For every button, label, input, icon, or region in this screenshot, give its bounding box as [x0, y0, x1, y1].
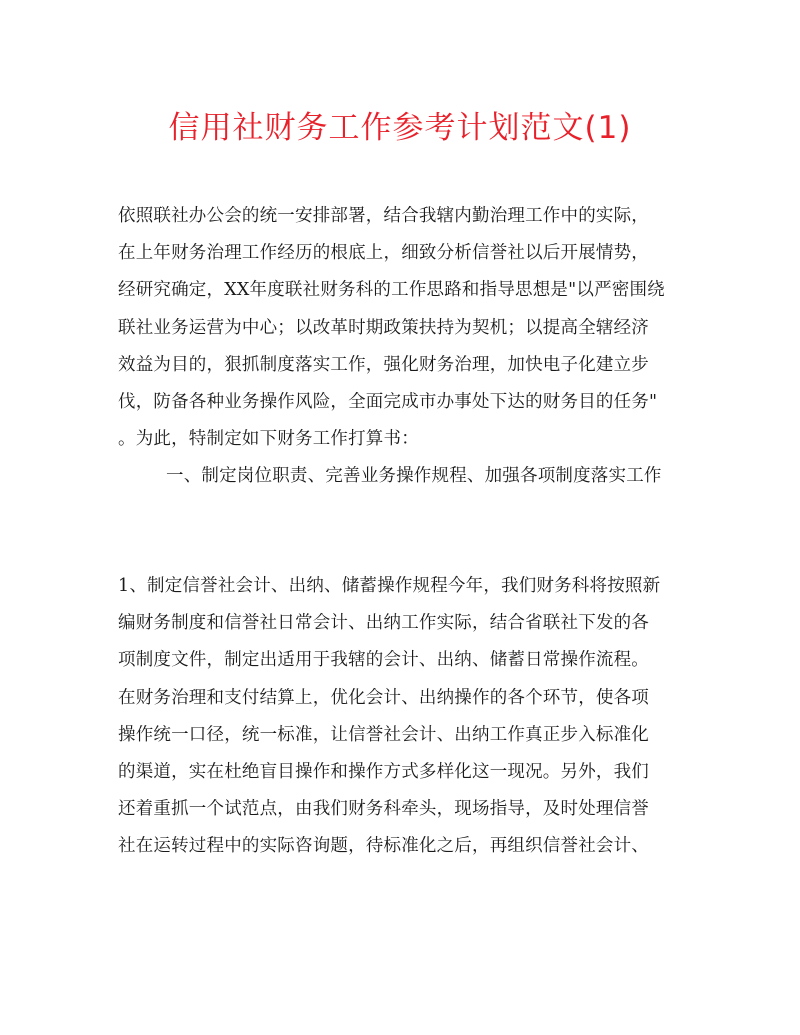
section-heading: 一、制定岗位职责、完善业务操作规程、加强各项制度落实工作	[166, 466, 662, 487]
paragraph-line: 。为此，特制定如下财务工作打算书：	[118, 429, 419, 450]
paragraph-line: 伐，防备各种业务操作风险，全面完成市办事处下达的财务目的任务"	[118, 392, 658, 413]
paragraph-line: 操作统一口径，统一标准，让信誉社会计、出纳工作真正步入标准化	[118, 724, 649, 745]
document-title: 信用社财务工作参考计划范文(1)	[168, 110, 632, 146]
paragraph-line: 效益为目的，狠抓制度落实工作，强化财务治理，加快电子化建立步	[118, 354, 649, 375]
paragraph-line: 项制度文件，制定出适用于我辖的会计、出纳、储蓄日常操作流程。	[118, 650, 649, 671]
paragraph-line: 在上年财务治理工作经历的根底上，细致分析信誉社以后开展情势，	[118, 243, 649, 264]
paragraph-line: 的渠道，实在杜绝盲目操作和操作方式多样化这一现况。另外，我们	[118, 762, 649, 783]
paragraph-line: 经研究确定，XX年度联社财务科的工作思路和指导思想是"以严密围绕	[118, 280, 665, 301]
paragraph-1	[118, 198, 693, 496]
paragraph-line: 还着重抓一个试范点，由我们财务科牵头，现场指导，及时处理信誉	[118, 799, 649, 820]
paragraph-line: 联社业务运营为中心；以改革时期政策扶持为契机；以提高全辖经济	[118, 317, 649, 338]
paragraph-line: 社在运转过程中的实际咨询题，待标准化之后，再组织信誉社会计、	[118, 836, 649, 857]
paragraph-line: 依照联社办公会的统一安排部署，结合我辖内勤治理工作中的实际，	[118, 206, 649, 226]
paragraph-line: 1、制定信誉社会计、出纳、储蓄操作规程今年，我们财务科将按照新	[118, 576, 661, 596]
paragraph-line: 编财务制度和信誉社日常会计、出纳工作实际，结合省联社下发的各	[118, 613, 649, 634]
paragraph-2	[118, 568, 693, 866]
paragraph-line: 在财务治理和支付结算上，优化会计、出纳操作的各个环节，使各项	[118, 687, 649, 708]
